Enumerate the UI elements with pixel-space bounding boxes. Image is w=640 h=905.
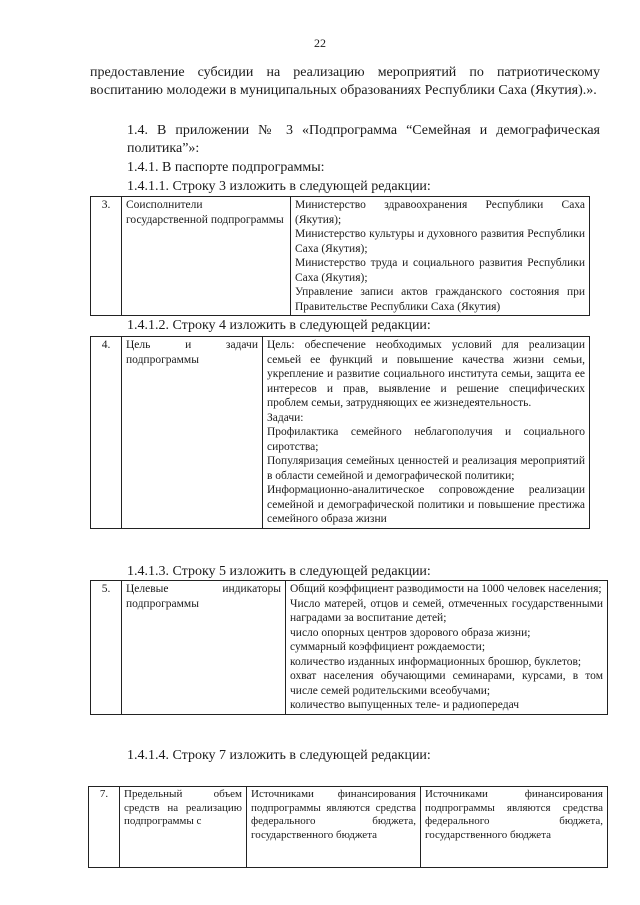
item-1-4-1: 1.4.1. В паспорте подпрограммы: <box>127 160 325 175</box>
row-5-title: Целевые индикаторы подпрограммы <box>122 581 286 715</box>
row-4-title: Цель и задачи подпрограммы <box>122 337 263 529</box>
table-row-4 <box>90 336 590 529</box>
row-5-content <box>286 581 608 715</box>
row-5-line-4: суммарный коэффициент рождаемости; <box>290 641 486 653</box>
row-5-line-7: количество выпущенных теле- и радиопередач <box>290 699 520 711</box>
page-number: 22 <box>314 36 326 50</box>
row-7-number: 7. <box>89 787 120 868</box>
row-5-number: 5. <box>91 581 122 715</box>
table-row-3 <box>90 196 590 316</box>
intro-paragraph: предоставление субсидии на реализацию мероприятий по патриотическому воспитанию молодежи в муниципальных образованиях Республики Саха (Якутия).». <box>90 65 600 98</box>
row-7-col-1: Источниками финансирования подпрограммы являются средства федерального бюджета, государственного бюджета <box>247 787 421 868</box>
heading-row-5: 1.4.1.3. Строку 5 изложить в следующей редакции: <box>127 564 431 579</box>
row-4-number: 4. <box>91 337 122 529</box>
row-3-title: Соисполнители государственной подпрограммы <box>122 197 291 316</box>
row-5-line-1: Общий коэффициент разводимости на 1000 человек населения; <box>290 583 602 595</box>
item-1-4: 1.4. В приложении № 3 «Подпрограмма “Семейная и демографическая политика”»: <box>127 123 600 156</box>
row-4-line-5: Информационно-аналитическое сопровождение реализации семейной и демографической политики и повышение престижа семейного образа жизни <box>267 484 585 525</box>
row-4-line-3: Профилактика семейного неблагополучия и социального сиротства; <box>267 426 585 453</box>
row-3-number: 3. <box>91 197 122 316</box>
row-3-line-1: Министерство здравоохранения Республики Саха (Якутия); <box>295 199 585 226</box>
heading-row-3: 1.4.1.1. Строку 3 изложить в следующей редакции: <box>127 179 431 194</box>
table-row-7 <box>88 786 608 868</box>
row-5-line-6: охват населения обучающими семинарами, курсами, в том числе семей родительскими всеобучами; <box>290 670 603 697</box>
row-5-line-2: Число матерей, отцов и семей, отмеченных государственными наградами за воспитание детей; <box>290 597 603 624</box>
row-3-content <box>291 197 590 316</box>
row-7-title: Предельный объем средств на реализацию подпрограммы с <box>120 787 247 868</box>
row-5-line-5: количество изданных информационных брошюр, буклетов; <box>290 655 582 668</box>
row-3-line-2: Министерство культуры и духовного развития Республики Саха (Якутия); <box>295 228 585 255</box>
table-row-5 <box>90 580 608 715</box>
row-5-line-3: число опорных центров здорового образа жизни; <box>290 626 531 639</box>
row-4-line-2: Задачи: <box>267 411 304 424</box>
row-3-line-4: Управление записи актов гражданского состояния при Правительстве Республики Саха (Якутия) <box>295 286 585 313</box>
row-4-line-1: Цель: обеспечение необходимых условий для реализации семьей ее функций и повышение качества жизни семьи, укрепление и развитие социального института семьи, защита ее интересов и прав, выявление и решение специфических проблем семьи, затрудняющих ее жизнедеятельность. <box>267 339 585 409</box>
row-3-line-3: Министерство труда и социального развития Республики Саха (Якутия); <box>295 257 585 284</box>
row-4-content <box>263 337 590 529</box>
row-4-line-4: Популяризация семейных ценностей и реализация мероприятий в области семейной и демографической политики; <box>267 455 585 482</box>
heading-row-4: 1.4.1.2. Строку 4 изложить в следующей редакции: <box>127 318 431 333</box>
row-7-col-2: Источниками финансирования подпрограммы являются средства федерального бюджета, государственного бюджета <box>421 787 608 868</box>
heading-row-7: 1.4.1.4. Строку 7 изложить в следующей редакции: <box>127 748 431 763</box>
